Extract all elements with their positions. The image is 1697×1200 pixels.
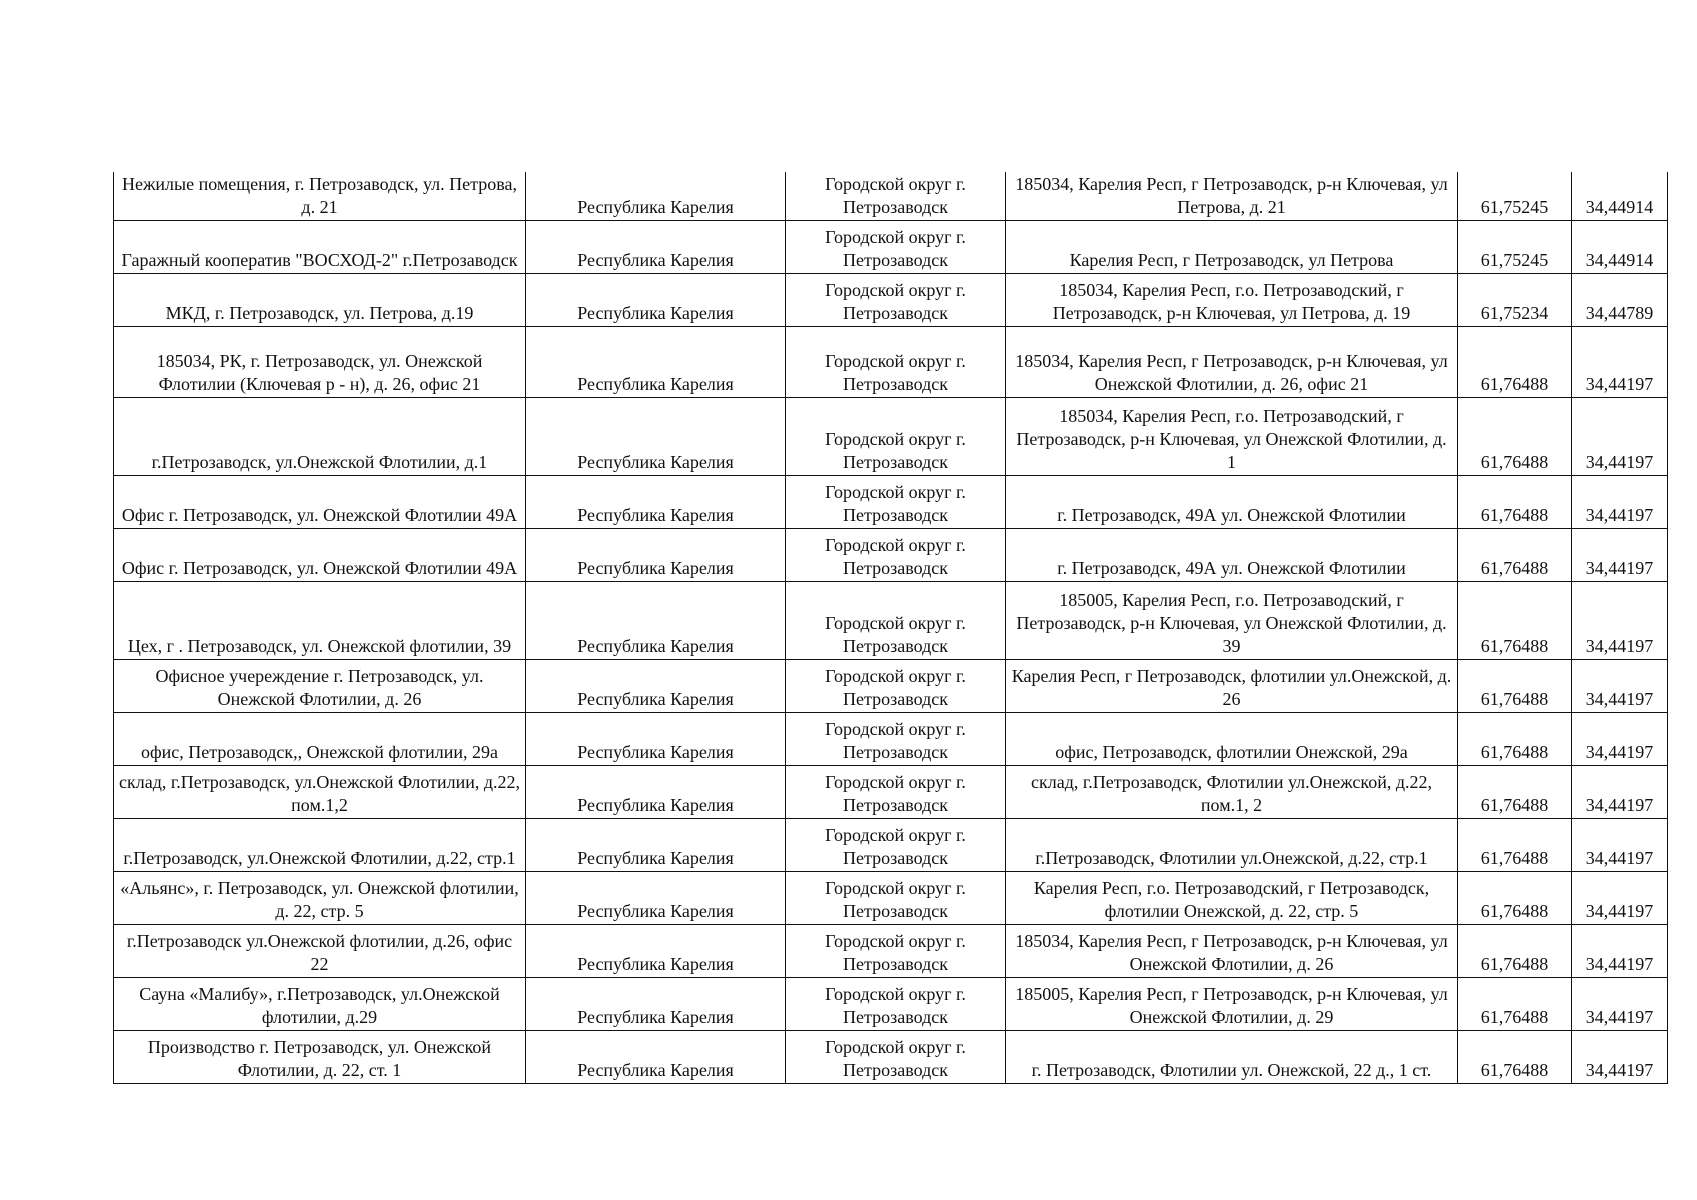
table-row: [114, 475, 1668, 528]
objects-table: [113, 172, 1668, 1084]
cell-longitude: 34,44197: [1572, 581, 1668, 659]
cell-object-name: офис, Петрозаводск,, Онежской флотилии, 29а: [114, 712, 526, 765]
cell-address: 185034, Карелия Респ, г.о. Петрозаводский, г Петрозаводск, р-н Ключевая, ул Онежской Флотилии, д. 1: [1006, 397, 1458, 475]
table-row: [114, 273, 1668, 326]
cell-district: Городской округ г. Петрозаводск: [786, 765, 1006, 818]
cell-district: Городской округ г. Петрозаводск: [786, 326, 1006, 397]
cell-address: Карелия Респ, г.о. Петрозаводский, г Петрозаводск, флотилии Онежской, д. 22, стр. 5: [1006, 871, 1458, 924]
cell-district: Городской округ г. Петрозаводск: [786, 528, 1006, 581]
table-row: [114, 871, 1668, 924]
cell-latitude: 61,76488: [1458, 977, 1572, 1030]
cell-latitude: 61,76488: [1458, 765, 1572, 818]
table-row: [114, 659, 1668, 712]
table-row: [114, 1030, 1668, 1083]
cell-longitude: 34,44197: [1572, 818, 1668, 871]
cell-object-name: 185034, РК, г. Петрозаводск, ул. Онежской Флотилии (Ключевая р - н), д. 26, офис 21: [114, 326, 526, 397]
cell-region: Республика Карелия: [526, 924, 786, 977]
cell-address: 185005, Карелия Респ, г Петрозаводск, р-н Ключевая, ул Онежской Флотилии, д. 29: [1006, 977, 1458, 1030]
cell-region: Республика Карелия: [526, 397, 786, 475]
cell-longitude: 34,44197: [1572, 871, 1668, 924]
cell-longitude: 34,44197: [1572, 765, 1668, 818]
cell-address: 185034, Карелия Респ, г.о. Петрозаводский, г Петрозаводск, р-н Ключевая, ул Петрова, д. 19: [1006, 273, 1458, 326]
cell-region: Республика Карелия: [526, 871, 786, 924]
cell-address: г. Петрозаводск, Флотилии ул. Онежской, 22 д., 1 ст.: [1006, 1030, 1458, 1083]
cell-latitude: 61,76488: [1458, 871, 1572, 924]
cell-latitude: 61,76488: [1458, 326, 1572, 397]
cell-address: г. Петрозаводск, 49А ул. Онежской Флотилии: [1006, 475, 1458, 528]
cell-address: 185034, Карелия Респ, г Петрозаводск, р-н Ключевая, ул Онежской Флотилии, д. 26: [1006, 924, 1458, 977]
table-row: [114, 326, 1668, 397]
cell-address: 185005, Карелия Респ, г.о. Петрозаводский, г Петрозаводск, р-н Ключевая, ул Онежской Флотилии, д. 39: [1006, 581, 1458, 659]
cell-latitude: 61,76488: [1458, 397, 1572, 475]
table-row: [114, 581, 1668, 659]
cell-longitude: 34,44914: [1572, 220, 1668, 273]
cell-longitude: 34,44197: [1572, 977, 1668, 1030]
cell-object-name: МКД, г. Петрозаводск, ул. Петрова, д.19: [114, 273, 526, 326]
table-row: [114, 712, 1668, 765]
table-row: [114, 924, 1668, 977]
cell-district: Городской округ г. Петрозаводск: [786, 220, 1006, 273]
cell-latitude: 61,76488: [1458, 1030, 1572, 1083]
cell-region: Республика Карелия: [526, 220, 786, 273]
cell-district: Городской округ г. Петрозаводск: [786, 397, 1006, 475]
cell-latitude: 61,76488: [1458, 475, 1572, 528]
cell-longitude: 34,44789: [1572, 273, 1668, 326]
cell-region: Республика Карелия: [526, 1030, 786, 1083]
cell-district: Городской округ г. Петрозаводск: [786, 977, 1006, 1030]
cell-district: Городской округ г. Петрозаводск: [786, 871, 1006, 924]
cell-latitude: 61,76488: [1458, 924, 1572, 977]
cell-object-name: Нежилые помещения, г. Петрозаводск, ул. Петрова, д. 21: [114, 172, 526, 220]
cell-object-name: Цех, г . Петрозаводск, ул. Онежской флотилии, 39: [114, 581, 526, 659]
cell-region: Республика Карелия: [526, 475, 786, 528]
cell-district: Городской округ г. Петрозаводск: [786, 172, 1006, 220]
table-row: [114, 172, 1668, 220]
cell-object-name: «Альянс», г. Петрозаводск, ул. Онежской флотилии, д. 22, стр. 5: [114, 871, 526, 924]
cell-latitude: 61,75245: [1458, 172, 1572, 220]
cell-latitude: 61,76488: [1458, 659, 1572, 712]
cell-district: Городской округ г. Петрозаводск: [786, 273, 1006, 326]
cell-longitude: 34,44197: [1572, 1030, 1668, 1083]
table-row: [114, 397, 1668, 475]
cell-region: Республика Карелия: [526, 659, 786, 712]
cell-longitude: 34,44197: [1572, 475, 1668, 528]
cell-latitude: 61,76488: [1458, 818, 1572, 871]
cell-latitude: 61,76488: [1458, 528, 1572, 581]
cell-address: 185034, Карелия Респ, г Петрозаводск, р-н Ключевая, ул Онежской Флотилии, д. 26, офис 21: [1006, 326, 1458, 397]
table-row: [114, 977, 1668, 1030]
cell-district: Городской округ г. Петрозаводск: [786, 818, 1006, 871]
table-body: [114, 172, 1668, 1083]
cell-address: склад, г.Петрозаводск, Флотилии ул.Онежской, д.22, пом.1, 2: [1006, 765, 1458, 818]
cell-region: Республика Карелия: [526, 977, 786, 1030]
cell-region: Республика Карелия: [526, 528, 786, 581]
cell-object-name: Сауна «Малибу», г.Петрозаводск, ул.Онежской флотилии, д.29: [114, 977, 526, 1030]
cell-object-name: Производство г. Петрозаводск, ул. Онежской Флотилии, д. 22, ст. 1: [114, 1030, 526, 1083]
table-row: [114, 818, 1668, 871]
cell-longitude: 34,44197: [1572, 924, 1668, 977]
cell-object-name: Гаражный кооператив "ВОСХОД-2" г.Петрозаводск: [114, 220, 526, 273]
cell-region: Республика Карелия: [526, 818, 786, 871]
cell-object-name: г.Петрозаводск ул.Онежской флотилии, д.26, офис 22: [114, 924, 526, 977]
cell-object-name: склад, г.Петрозаводск, ул.Онежской Флотилии, д.22, пом.1,2: [114, 765, 526, 818]
cell-object-name: г.Петрозаводск, ул.Онежской Флотилии, д.22, стр.1: [114, 818, 526, 871]
table-row: [114, 528, 1668, 581]
cell-object-name: Офисное учереждение г. Петрозаводск, ул. Онежской Флотилии, д. 26: [114, 659, 526, 712]
cell-latitude: 61,75245: [1458, 220, 1572, 273]
cell-latitude: 61,76488: [1458, 581, 1572, 659]
cell-object-name: Офис г. Петрозаводск, ул. Онежской Флотилии 49А: [114, 475, 526, 528]
cell-district: Городской округ г. Петрозаводск: [786, 475, 1006, 528]
cell-longitude: 34,44197: [1572, 659, 1668, 712]
cell-longitude: 34,44914: [1572, 172, 1668, 220]
cell-address: г.Петрозаводск, Флотилии ул.Онежской, д.22, стр.1: [1006, 818, 1458, 871]
cell-region: Республика Карелия: [526, 765, 786, 818]
cell-district: Городской округ г. Петрозаводск: [786, 1030, 1006, 1083]
cell-address: Карелия Респ, г Петрозаводск, ул Петрова: [1006, 220, 1458, 273]
table-row: [114, 220, 1668, 273]
cell-latitude: 61,76488: [1458, 712, 1572, 765]
cell-longitude: 34,44197: [1572, 397, 1668, 475]
cell-object-name: Офис г. Петрозаводск, ул. Онежской Флотилии 49А: [114, 528, 526, 581]
cell-region: Республика Карелия: [526, 712, 786, 765]
cell-district: Городской округ г. Петрозаводск: [786, 659, 1006, 712]
cell-longitude: 34,44197: [1572, 528, 1668, 581]
cell-address: офис, Петрозаводск, флотилии Онежской, 29а: [1006, 712, 1458, 765]
cell-district: Городской округ г. Петрозаводск: [786, 924, 1006, 977]
cell-address: г. Петрозаводск, 49А ул. Онежской Флотилии: [1006, 528, 1458, 581]
cell-object-name: г.Петрозаводск, ул.Онежской Флотилии, д.1: [114, 397, 526, 475]
table-row: [114, 765, 1668, 818]
cell-region: Республика Карелия: [526, 326, 786, 397]
cell-longitude: 34,44197: [1572, 326, 1668, 397]
cell-latitude: 61,75234: [1458, 273, 1572, 326]
cell-region: Республика Карелия: [526, 172, 786, 220]
cell-longitude: 34,44197: [1572, 712, 1668, 765]
cell-district: Городской округ г. Петрозаводск: [786, 581, 1006, 659]
cell-address: Карелия Респ, г Петрозаводск, флотилии ул.Онежской, д. 26: [1006, 659, 1458, 712]
cell-district: Городской округ г. Петрозаводск: [786, 712, 1006, 765]
cell-address: 185034, Карелия Респ, г Петрозаводск, р-н Ключевая, ул Петрова, д. 21: [1006, 172, 1458, 220]
cell-region: Республика Карелия: [526, 273, 786, 326]
cell-region: Республика Карелия: [526, 581, 786, 659]
